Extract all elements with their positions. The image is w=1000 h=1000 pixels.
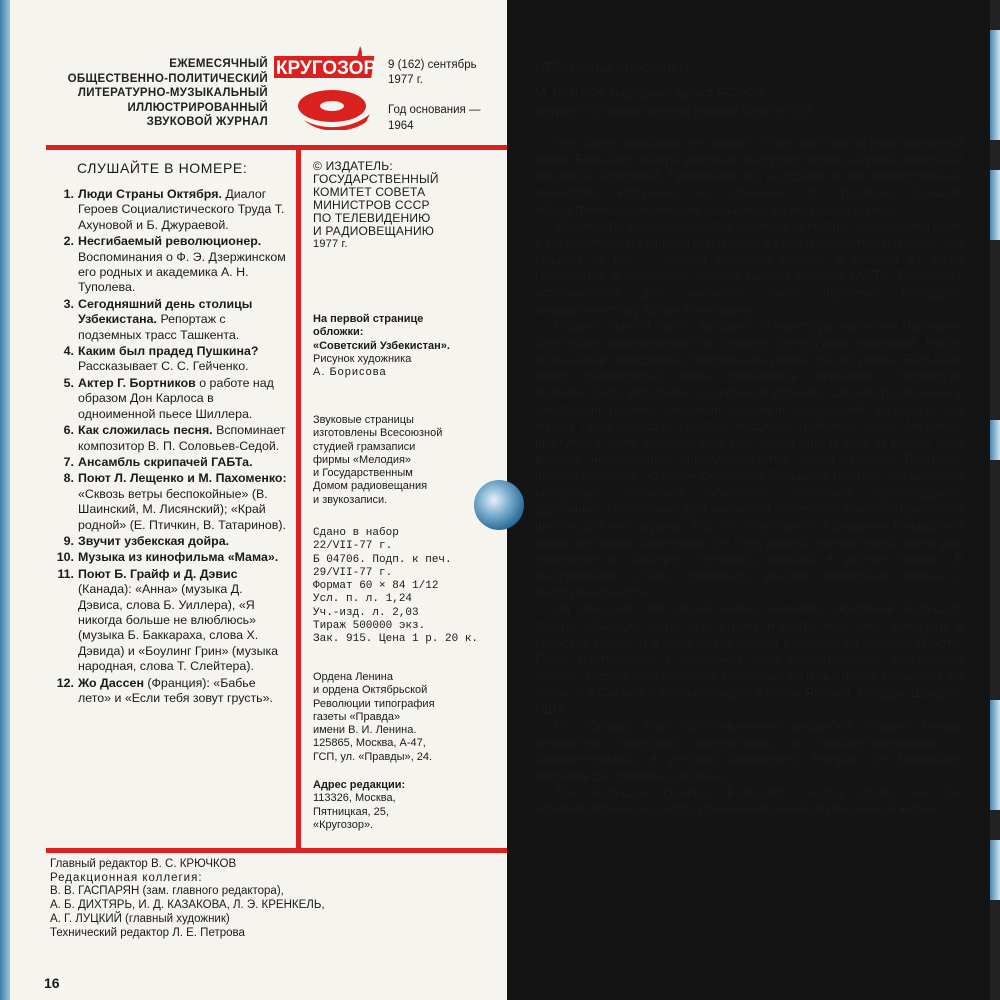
sleeve-edge bbox=[0, 0, 10, 1000]
contents-heading: СЛУШАЙТЕ В НОМЕРЕ: bbox=[77, 160, 248, 176]
krugozor-logo bbox=[274, 44, 380, 130]
founded-info bbox=[388, 102, 480, 134]
paragraph: Так Большая скрипка Большого театра стала как бы основоположником целого движения в нашей музыкальной жизни. bbox=[535, 784, 963, 817]
magazine-description bbox=[40, 57, 268, 130]
list-item: 4. Каким был прадед Пушкина? Рассказывает С. С. Гейченко. bbox=[63, 344, 259, 374]
publisher-block: © ИЗДАТЕЛЬ: ГОСУДАРСТВЕННЫЙ КОМИТЕТ СОВЕТА МИНИСТРОВ СССР ПО ТЕЛЕВИДЕНИЮ И РАДИОВЕЩАНИЮ 1977 г. bbox=[313, 159, 439, 250]
list-item: 5. Актер Г. Бортников о работе над образом Дон Карлоса в одноименной пьесе Шиллера. bbox=[63, 375, 274, 421]
paragraph: Музыканты Большого театра, артисты оркестра, захотели наравне с вокалистами и танцорами показать и свое мастерство, показать, что каждый из них — солист высокого класса. А именно из таких музыкантов и составлен обычно бывает оркестр ГАБТа. Подобрать исполнителей для ансамбля было поручено молодому концертмейстеру Юлию Реентовичу. bbox=[535, 218, 963, 317]
contents-list bbox=[50, 187, 290, 707]
list-item: 2. Несгибаемый революционер. Воспоминания о Ф. Э. Дзержинском его родных и академика А. Н. Туполева. bbox=[63, 234, 286, 295]
list-item: 1. Люди Страны Октября. Диалог Героев Социалистического Труда Т. Ахуновой и Б. Джураевой. bbox=[63, 187, 285, 232]
cover-note: На первой странице обложки: «Советский Узбекистан». Рисунок художника А. Борисова bbox=[313, 313, 450, 379]
paragraph: По образцу этого прославленного ансамбля создано теперь множество подобных коллективов, и профессиональных и самодеятельных, в учебных заведениях, театрах. От маленьких составов до огромных сводных. bbox=[535, 717, 963, 783]
sleeve-tabs bbox=[990, 0, 1000, 1000]
list-item: 10. Музыка из кинофильма «Мама». bbox=[56, 550, 279, 565]
article-author: М. ЧУЛАКИ, народный артист РСФСР, лауреат Государственной премии Союза ССР bbox=[535, 85, 814, 118]
sleeve-tab bbox=[990, 840, 1000, 900]
founded-label: Год основания — bbox=[388, 104, 481, 116]
article-body bbox=[535, 135, 963, 818]
red-rule-top bbox=[46, 145, 507, 150]
red-rule-vertical bbox=[296, 150, 301, 850]
issue-year: 1977 г. bbox=[388, 73, 423, 86]
paragraph: За двадцать лет своей жизни ансамбль скрипачей Большого театра объездил почти всю страну и почти весь мир: концерты в сельских клубах и в зале имени Пабло Казальса на острове Пуэрто-Рико, выступления в кузнечном цехе Волгоградского тракторного завода, медаль «За освоение целинных земель» после концертов на Алтае и в Сибири и бурные овации в залах Японии, Канады, Швеции, США... bbox=[535, 601, 963, 717]
description-line: ЕЖЕМЕСЯЧНЫЙ bbox=[169, 58, 268, 70]
section-title: СТРАНИЦЫ КЛАССИКИ bbox=[535, 60, 690, 75]
list-item: 11. Поют Б. Грайф и Д. Дэвис (Канада): «Анна» (музыка Д. Дэвиса, слова Б. Уиллера), «Я никогда больше не влюблюсь» (музыка Б. Баккараха, слова Х. Дэвида) и «Боулинг Грин» (музыка народная, слова Т. Слейтера). bbox=[57, 566, 279, 674]
sleeve-tab bbox=[990, 700, 1000, 810]
issue-number: 9 (162) сентябрь bbox=[388, 59, 477, 71]
printing-details: Сдано в набор 22/VII-77 г. Б 04706. Подп. к печ. 29/VII-77 г. Формат 60 × 84 1/12 Усл. п. л. 1,24 Уч.-изд. л. 2,03 Тираж 500000 экз. Зак. 915. Цена 1 р. 20 к. bbox=[313, 527, 479, 646]
list-item: 8. Поют Л. Лещенко и М. Пахоменко: «Сквозь ветры беспокойные» (В. Шаинский, М. Лисянский); «Край родной» (Е. Птичкин, В. Татаринов). bbox=[63, 471, 287, 532]
printer-info: Ордена Ленина и ордена Октябрьской Революции типография газеты «Правда» имени В. И. Ленина. 125865, Москва, А-47, ГСП, ул. «Правды», 24. bbox=[313, 671, 435, 763]
list-item: 9. Звучит узбекская дойра. bbox=[63, 533, 230, 548]
production-note: Звуковые страницы изготовлены Всесоюзной студией грамзаписи фирмы «Мелодия» и Государственным Домом радиовещания и звукозаписи. bbox=[313, 414, 443, 506]
founded-year: 1964 bbox=[388, 120, 414, 132]
record-center-hole bbox=[474, 480, 524, 530]
paragraph: Уже более двадцати лет прошло с того дня, как на прославленной сцене Большого театра впервые выступил теперь широко известный ансамбль скрипачей. Произошло это на одном из тех торжественных концертов, которыми мы отмечаем по традиции большие общественно-политические события в жизни нашей страны. bbox=[535, 135, 963, 217]
list-item: 7. Ансамбль скрипачей ГАБТа. bbox=[63, 454, 253, 469]
description-line: ЛИТЕРАТУРНО-МУЗЫКАЛЬНЫЙ bbox=[77, 87, 268, 99]
issue-info bbox=[388, 58, 477, 87]
editorial-address: Адрес редакции: 113326, Москва, Пятницкая, 25, «Кругозор». bbox=[313, 779, 406, 831]
list-item: 12. Жо Дассен (Франция): «Бабье лето» и «Если тебя зовут грусть». bbox=[56, 675, 273, 705]
red-rule-bottom bbox=[46, 848, 507, 853]
description-line: ИЛЛЮСТРИРОВАННЫЙ bbox=[127, 101, 268, 114]
list-item: 3. Сегодняшний день столицы Узбекистана. Репортаж с подземных трасс Ташкента. bbox=[63, 296, 253, 342]
page-number: 16 bbox=[44, 975, 60, 991]
sleeve-tab bbox=[990, 420, 1000, 460]
description-line: ОБЩЕСТВЕННО-ПОЛИТИЧЕСКИЙ bbox=[67, 72, 268, 85]
list-item: 6. Как сложилась песня. Вспоминает композитор В. П. Соловьев-Седой. bbox=[63, 423, 286, 453]
description-line: ЗВУКОВОЙ ЖУРНАЛ bbox=[146, 116, 268, 128]
sleeve-tab bbox=[990, 30, 1000, 140]
logo-text: КРУГОЗОР bbox=[275, 58, 377, 79]
editorial-board: Главный редактор В. С. КРЮЧКОВ Редакционная коллегия: В. В. ГАСПАРЯН (зам. главного редактора), А. Б. ДИХТЯРЬ, И. Д. КАЗАКОВА, Л. Э. КРЕНКЕЛЬ, А. Г. ЛУЦКИЙ (главный художник) Технический редактор Л. Е. Петрова bbox=[50, 858, 325, 939]
sleeve-tab bbox=[990, 170, 1000, 240]
paragraph: Первой пьесой было выбрано «Перпетуум мобиле» Паганини, блестящее произведение из сольного репертуара скрипачей. Число музыкантов определила театральная рампа. Возле рампы Большого могло разместиться лишь семнадцать скрипачей. «Перпетуум мобиле» было исполнено с огромным успехом. Слитность звучания и блестящая техника ансамбля поразили слушателей. Казалось, что играет одна большая скрипка мощного, глубокого тона. Ансамбль выступил с этим номером еще раз, затем еще и еще. И вскоре стал важной, непременной принадлежностью жизни столицы. Родилось первое название: «Унисон скрипачей Большого театра». Расширился репертуар, появились обработки известных произведений, сделанные специально для ансамбля, советские композиторы стали писать для него музыку. Все это обусловило и развитие концертной жизни молодого коллектива. Он стал давать сначала одно, затем два отделения в концерте. Начались выезды в другие города. В выступлениях стали принимать участие известные певцы и инструменталисты. bbox=[535, 318, 963, 600]
